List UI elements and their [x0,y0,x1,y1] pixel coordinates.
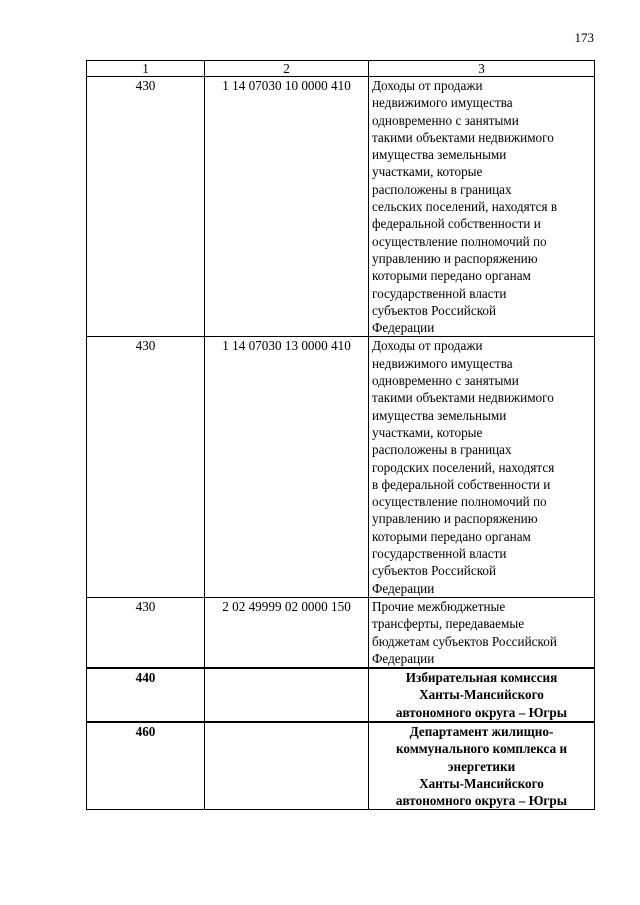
description-line: автономного округа – Югры [395,704,568,720]
income-code-cell: 2 02 49999 02 0000 150 [205,597,369,668]
description-line: которыми передано органам [372,268,531,284]
description-line: участками, которые [372,164,483,180]
description-line: энергетики [447,758,516,774]
description-line: участками, которые [372,424,483,440]
page-number: 173 [574,30,594,45]
description-line: осуществление полномочий по [372,233,547,249]
description-line: недвижимого имущества [372,355,513,371]
description-line: одновременно с занятыми [372,112,519,128]
description-line: городских поселений, находятся [372,459,555,475]
description-line: такими объектами недвижимого [372,390,554,406]
income-code-cell: 1 14 07030 10 0000 410 [205,77,369,337]
description-line: управлению и распоряжению [372,250,538,266]
column-header-3: 3 [369,61,595,77]
description-line: Избирательная комиссия [405,670,558,686]
description-line: федеральной собственности и [372,216,541,232]
description-line: имущества земельными [372,147,507,163]
admin-code-cell: 430 [87,77,205,337]
description-line: осуществление полномочий по [372,494,547,510]
description-line: государственной власти [372,285,507,301]
description-line: расположены в границах [372,442,512,458]
table-row-section-header [87,722,595,810]
income-code-cell [205,668,369,722]
description-line: государственной власти [372,546,507,562]
revenue-codes-table [86,60,595,810]
description-cell [369,722,595,810]
admin-code-cell: 440 [87,668,205,722]
description-line: Федерации [372,580,435,596]
description-cell [369,668,595,722]
description-line: одновременно с занятыми [372,373,519,389]
description-line: которыми передано органам [372,528,531,544]
admin-code-cell: 430 [87,337,205,597]
column-header-2: 2 [205,61,369,77]
description-line: автономного округа – Югры [395,793,568,809]
description-line: Прочие межбюджетные [372,598,506,614]
description-line: имущества земельными [372,407,507,423]
description-line: бюджетам субъектов Российской [372,633,557,649]
income-code-cell: 1 14 07030 13 0000 410 [205,337,369,597]
description-line: управлению и распоряжению [372,511,538,527]
table-header-row [87,61,595,77]
description-line: коммунального комплекса и [395,741,568,757]
description-line: недвижимого имущества [372,95,513,111]
description-line: такими объектами недвижимого [372,129,554,145]
description-cell [369,77,595,337]
table-row [87,597,595,668]
description-line: расположены в границах [372,181,512,197]
description-line: Федерации [372,650,435,666]
description-cell [369,597,595,668]
table-row [87,337,595,597]
income-code-cell [205,722,369,810]
description-line: Доходы от продажи [372,338,483,354]
description-line: трансферты, передаваемые [372,616,525,632]
description-line: Департамент жилищно- [409,723,554,739]
table-row [87,77,595,337]
description-line: Ханты-Мансийского [419,687,544,703]
description-line: сельских поселений, находятся в [372,199,558,215]
column-header-1: 1 [87,61,205,77]
admin-code-cell: 430 [87,597,205,668]
description-cell [369,337,595,597]
description-line: в федеральной собственности и [372,476,551,492]
table-row-section-header [87,668,595,722]
description-line: субъектов Российской [372,563,497,579]
description-line: субъектов Российской [372,302,497,318]
description-line: Доходы от продажи [372,78,483,93]
admin-code-cell: 460 [87,722,205,810]
description-line: Ханты-Мансийского [419,775,544,791]
description-line: Федерации [372,320,435,336]
